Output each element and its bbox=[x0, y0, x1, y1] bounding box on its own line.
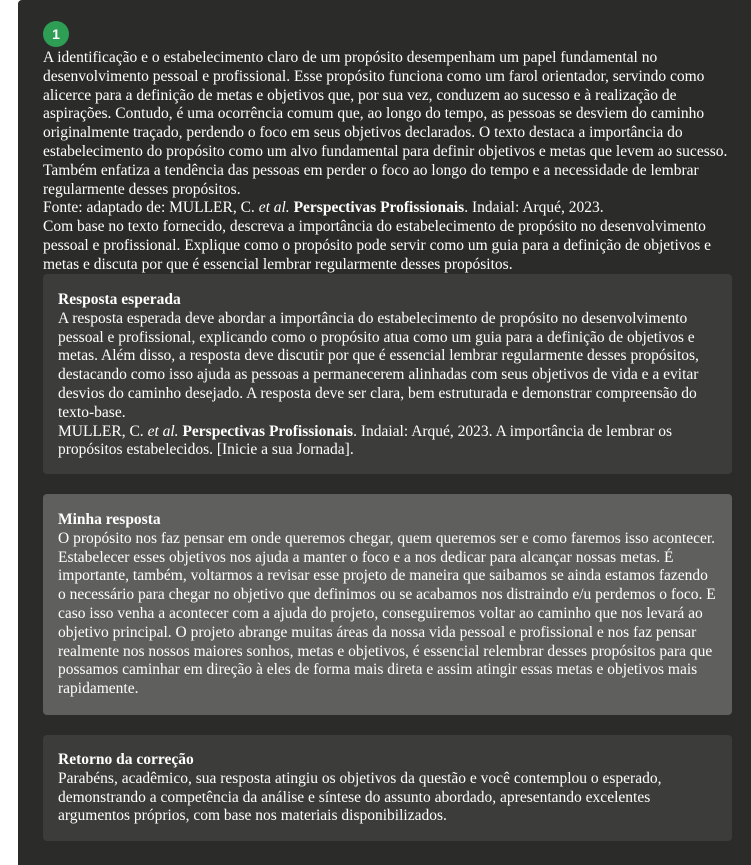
expected-answer-text: A resposta esperada deve abordar a importância do estabelecimento de propósito no desenvolvimento pessoal e profissional, explicando como o propósito atua como um guia para a definição de objetivos e metas. Além disso, a resposta deve discutir por que é essencial lembrar regularmente desses propósitos, destacando como isso ajuda as pessoas a permanecerem alinhadas com seus objetivos de vida e a evitar desvios do caminho desejado. A resposta deve ser clara, bem estruturada e demonstrar compreensão do texto-base. bbox=[58, 309, 699, 421]
expected-answer-heading: Resposta esperada bbox=[58, 291, 181, 308]
source-etal: et al. bbox=[258, 199, 290, 217]
question-paragraph: A identificação e o estabelecimento claro de um propósito desempenham um papel fundamental no desenvolvimento pessoal e profissional. Esse propósito funciona como um farol orientador, servindo como alicerce para a definição de metas e objetivos que, por sua vez, conduzem ao sucesso e à realização de aspirações. Contudo, é uma ocorrência comum que, ao longo do tempo, as pessoas se desviem do caminho originalmente traçado, perdendo o foco em seus objetivos declarados. O texto destaca a importância do estabelecimento do propósito como um alvo fundamental para definir objetivos e metas que levem ao sucesso. Também enfatiza a tendência das pessoas em perder o foco ao longo do tempo e a necessidade de lembrar regularmente desses propósitos. bbox=[43, 49, 728, 198]
expected-answer-reference bbox=[58, 423, 717, 461]
question-number-badge: 1 bbox=[43, 21, 69, 47]
question-source bbox=[43, 199, 743, 218]
feedback-heading: Retorno da correção bbox=[58, 751, 194, 768]
question-prompt: Com base no texto fornecido, descreva a importância do estabelecimento de propósito no desenvolvimento pessoal e profissional. Explique como o propósito pode servir como um guia para a definição de objetivos e metas e discuta por que é essencial lembrar regularmente desses propósitos. bbox=[43, 218, 712, 273]
my-answer-heading: Minha resposta bbox=[58, 511, 161, 528]
reference-prefix: MULLER, C. bbox=[58, 422, 148, 440]
question-panel bbox=[18, 0, 751, 865]
reference-title: Perspectivas Profissionais bbox=[182, 422, 354, 440]
reference-suffix: . Indaial: Arqué, 2023. A importância de lembrar os propósitos estabelecidos. [Inicie a sua Jornada]. bbox=[58, 422, 673, 459]
source-prefix: Fonte: adaptado de: MULLER, C. bbox=[43, 199, 259, 217]
source-suffix: . Indaial: Arqué, 2023. bbox=[464, 199, 604, 217]
my-answer-card bbox=[43, 494, 732, 715]
source-title: Perspectivas Profissionais bbox=[293, 199, 465, 217]
reference-etal: et al. bbox=[147, 422, 179, 440]
my-answer-text: O propósito nos faz pensar em onde queremos chegar, quem queremos ser e como faremos isso acontecer. Estabelecer esses objetivos nos ajuda a manter o foco e a nos dedicar para alcançar nossas metas. É importante, também, voltarmos a revisar esse projeto de maneira que saibamos se ainda estamos fazendo o necessário para chegar no objetivo que definimos ou se acabamos nos distraindo e/u perdemos o foco. E caso isso venha a acontecer com a ajuda do projeto, conseguiremos voltar ao caminho que nos levará ao objetivo principal. O projeto abrange muitas áreas da nossa vida pessoal e profissional e nos faz pensar realmente nos nossos maiores sonhos, metas e objetivos, é essencial relembrar desses propósitos para que possamos caminhar em direção à eles de forma mais direta e assim atingir essas metas e objetivos mais rapidamente. bbox=[58, 529, 716, 698]
question-body bbox=[43, 49, 743, 275]
expected-answer-card bbox=[43, 274, 732, 474]
feedback-card bbox=[43, 735, 732, 841]
feedback-text: Parabéns, acadêmico, sua resposta atingiu os objetivos da questão e você contemplou o esperado, demonstrando a competência da análise e síntese do assunto abordado, apresentando excelentes argumentos próprios, com base nos materiais disponibilizados. bbox=[58, 769, 662, 825]
